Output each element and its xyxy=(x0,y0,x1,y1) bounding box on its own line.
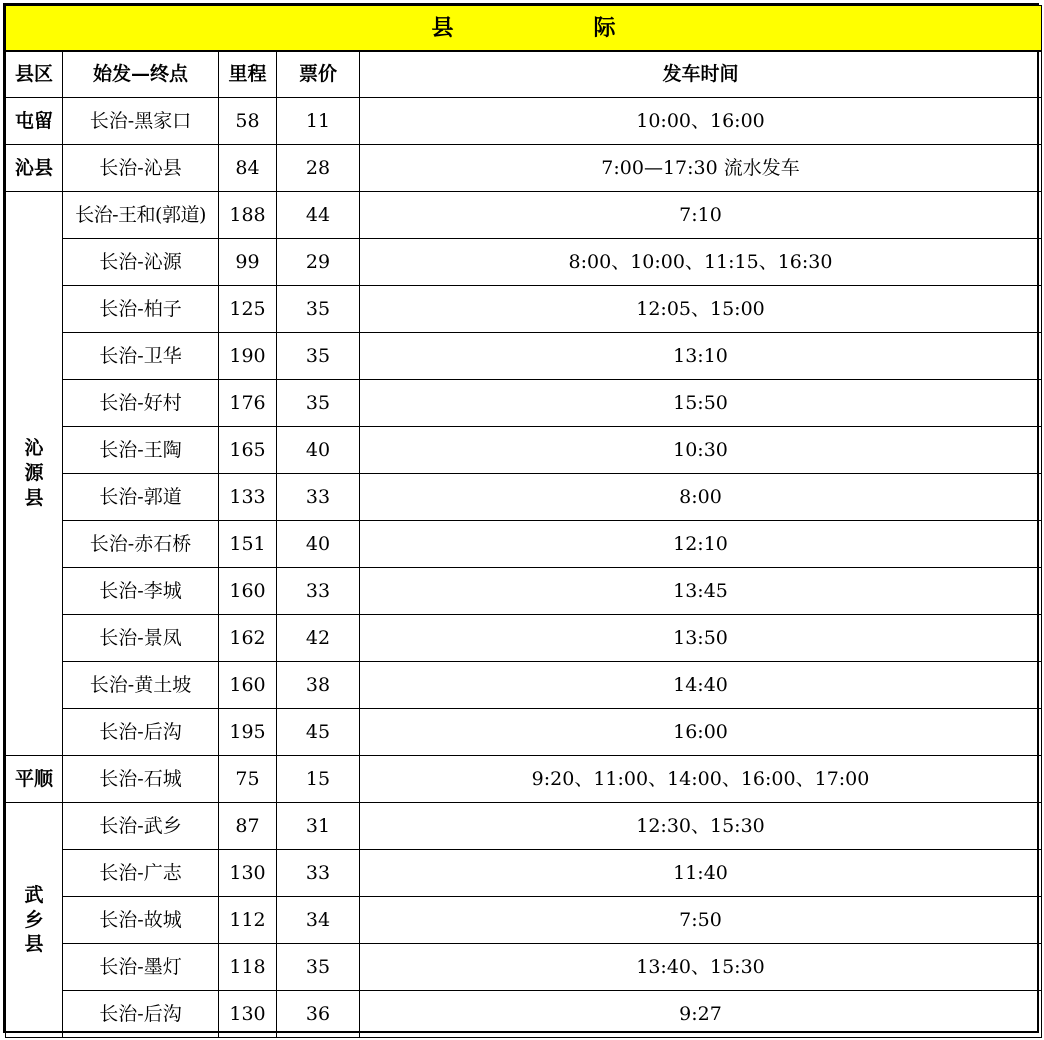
price-cell: 38 xyxy=(277,662,360,709)
table-row xyxy=(6,192,1042,239)
table-row xyxy=(6,568,1042,615)
departure-times-cell: 13:10 xyxy=(360,333,1042,380)
table-row xyxy=(6,850,1042,897)
table-row xyxy=(6,615,1042,662)
distance-cell: 195 xyxy=(219,709,277,756)
table-row xyxy=(6,709,1042,756)
table-row xyxy=(6,474,1042,521)
departure-times-cell: 13:45 xyxy=(360,568,1042,615)
price-cell: 35 xyxy=(277,380,360,427)
route-cell: 长治-卫华 xyxy=(63,333,219,380)
distance-cell: 99 xyxy=(219,239,277,286)
route-cell: 长治-赤石桥 xyxy=(63,521,219,568)
route-cell: 长治-武乡 xyxy=(63,803,219,850)
distance-cell: 160 xyxy=(219,568,277,615)
table-row xyxy=(6,427,1042,474)
departure-times-cell: 9:27 xyxy=(360,991,1042,1038)
route-cell: 长治-故城 xyxy=(63,897,219,944)
title-row xyxy=(6,6,1042,51)
route-cell: 长治-好村 xyxy=(63,380,219,427)
table-row xyxy=(6,145,1042,192)
distance-cell: 118 xyxy=(219,944,277,991)
header-route: 始发—终点 xyxy=(63,51,219,98)
route-cell: 长治-黑家口 xyxy=(63,98,219,145)
header-county: 县区 xyxy=(6,51,63,98)
price-cell: 11 xyxy=(277,98,360,145)
table-row xyxy=(6,991,1042,1038)
route-cell: 长治-柏子 xyxy=(63,286,219,333)
price-cell: 29 xyxy=(277,239,360,286)
departure-times-cell: 8:00、10:00、11:15、16:30 xyxy=(360,239,1042,286)
county-cell: 沁县 xyxy=(6,145,63,192)
price-cell: 31 xyxy=(277,803,360,850)
table-row xyxy=(6,239,1042,286)
county-cell: 武 乡 县 xyxy=(6,803,63,1038)
distance-cell: 87 xyxy=(219,803,277,850)
departure-times-cell: 7:50 xyxy=(360,897,1042,944)
price-cell: 33 xyxy=(277,568,360,615)
price-cell: 45 xyxy=(277,709,360,756)
bus-schedule-table xyxy=(5,5,1042,1038)
departure-times-cell: 7:10 xyxy=(360,192,1042,239)
price-cell: 40 xyxy=(277,521,360,568)
table-row xyxy=(6,662,1042,709)
departure-times-cell: 15:50 xyxy=(360,380,1042,427)
distance-cell: 176 xyxy=(219,380,277,427)
header-row xyxy=(6,51,1042,98)
departure-times-cell: 10:00、16:00 xyxy=(360,98,1042,145)
route-cell: 长治-黄土坡 xyxy=(63,662,219,709)
county-cell: 沁 源 县 xyxy=(6,192,63,756)
distance-cell: 75 xyxy=(219,756,277,803)
price-cell: 15 xyxy=(277,756,360,803)
departure-times-cell: 13:50 xyxy=(360,615,1042,662)
header-price: 票价 xyxy=(277,51,360,98)
distance-cell: 112 xyxy=(219,897,277,944)
departure-times-cell: 10:30 xyxy=(360,427,1042,474)
title-char-left: 县 xyxy=(431,14,454,41)
price-cell: 35 xyxy=(277,286,360,333)
route-cell: 长治-李城 xyxy=(63,568,219,615)
price-cell: 42 xyxy=(277,615,360,662)
table-row xyxy=(6,897,1042,944)
departure-times-cell: 8:00 xyxy=(360,474,1042,521)
table-row xyxy=(6,756,1042,803)
route-cell: 长治-石城 xyxy=(63,756,219,803)
distance-cell: 162 xyxy=(219,615,277,662)
departure-times-cell: 7:00—17:30 流水发车 xyxy=(360,145,1042,192)
table-row xyxy=(6,380,1042,427)
price-cell: 35 xyxy=(277,333,360,380)
price-cell: 34 xyxy=(277,897,360,944)
distance-cell: 130 xyxy=(219,991,277,1038)
table-row xyxy=(6,521,1042,568)
distance-cell: 160 xyxy=(219,662,277,709)
table-row xyxy=(6,286,1042,333)
route-cell: 长治-景凤 xyxy=(63,615,219,662)
departure-times-cell: 9:20、11:00、14:00、16:00、17:00 xyxy=(360,756,1042,803)
route-cell: 长治-沁县 xyxy=(63,145,219,192)
table-row xyxy=(6,333,1042,380)
price-cell: 28 xyxy=(277,145,360,192)
distance-cell: 130 xyxy=(219,850,277,897)
route-cell: 长治-沁源 xyxy=(63,239,219,286)
departure-times-cell: 12:30、15:30 xyxy=(360,803,1042,850)
price-cell: 35 xyxy=(277,944,360,991)
distance-cell: 84 xyxy=(219,145,277,192)
table-row xyxy=(6,944,1042,991)
distance-cell: 151 xyxy=(219,521,277,568)
distance-cell: 188 xyxy=(219,192,277,239)
departure-times-cell: 12:10 xyxy=(360,521,1042,568)
table-row xyxy=(6,803,1042,850)
route-cell: 长治-后沟 xyxy=(63,709,219,756)
price-cell: 33 xyxy=(277,850,360,897)
price-cell: 44 xyxy=(277,192,360,239)
distance-cell: 190 xyxy=(219,333,277,380)
distance-cell: 133 xyxy=(219,474,277,521)
price-cell: 36 xyxy=(277,991,360,1038)
distance-cell: 165 xyxy=(219,427,277,474)
distance-cell: 58 xyxy=(219,98,277,145)
county-cell: 平顺 xyxy=(6,756,63,803)
route-cell: 长治-广志 xyxy=(63,850,219,897)
header-distance: 里程 xyxy=(219,51,277,98)
departure-times-cell: 11:40 xyxy=(360,850,1042,897)
price-cell: 40 xyxy=(277,427,360,474)
departure-times-cell: 13:40、15:30 xyxy=(360,944,1042,991)
route-cell: 长治-墨灯 xyxy=(63,944,219,991)
header-departure-times: 发车时间 xyxy=(360,51,1042,98)
table-row xyxy=(6,98,1042,145)
departure-times-cell: 12:05、15:00 xyxy=(360,286,1042,333)
departure-times-cell: 14:40 xyxy=(360,662,1042,709)
route-cell: 长治-后沟 xyxy=(63,991,219,1038)
title-char-right: 际 xyxy=(593,14,616,41)
route-cell: 长治-王和(郭道) xyxy=(63,192,219,239)
distance-cell: 125 xyxy=(219,286,277,333)
schedule-sheet xyxy=(3,3,1039,1033)
price-cell: 33 xyxy=(277,474,360,521)
departure-times-cell: 16:00 xyxy=(360,709,1042,756)
route-cell: 长治-郭道 xyxy=(63,474,219,521)
table-title xyxy=(6,6,1042,51)
route-cell: 长治-王陶 xyxy=(63,427,219,474)
county-cell: 屯留 xyxy=(6,98,63,145)
